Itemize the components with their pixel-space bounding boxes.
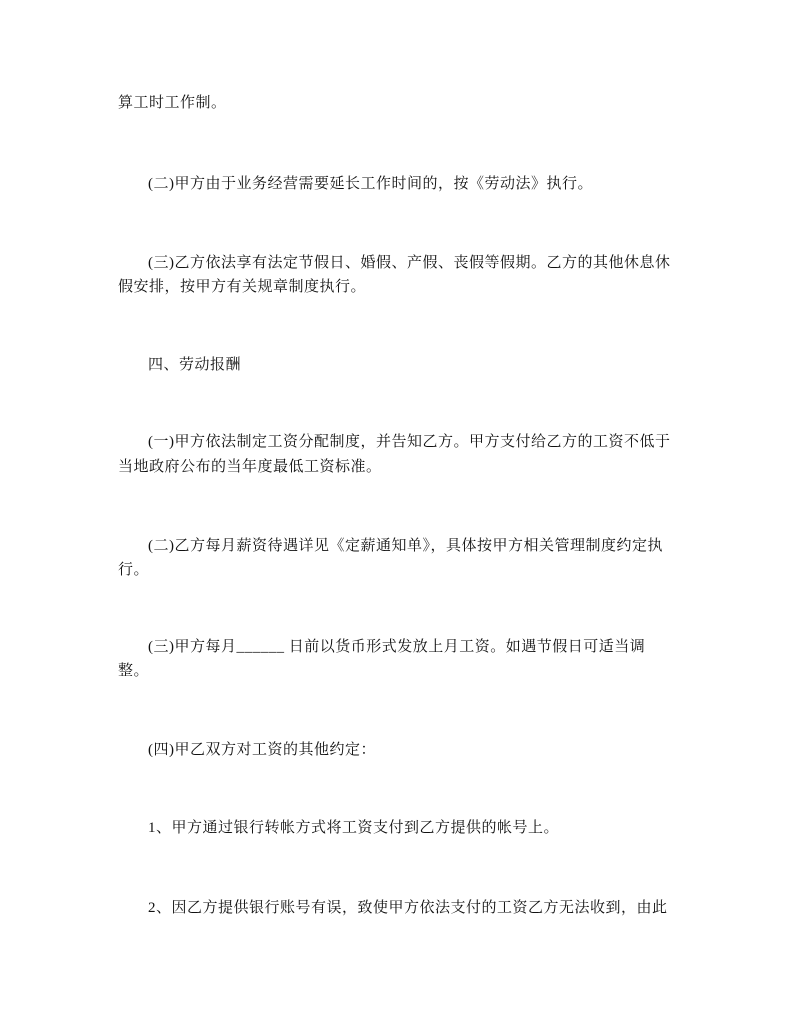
paragraph-line: 算工时工作制。	[118, 95, 227, 111]
paragraph-line: (三)甲方每月______ 日前以货币形式发放上月工资。如遇节假日可适当调	[148, 639, 646, 655]
paragraph-line: 行。	[118, 562, 150, 578]
paragraph-line: (二)乙方每月薪资待遇详见《定薪通知单》，具体按甲方相关管理制度约定执	[148, 538, 663, 554]
paragraph-line: 整。	[118, 663, 150, 679]
paragraph-line: (三)乙方依法享有法定节假日、婚假、产假、丧假等假期。乙方的其他休息休	[148, 255, 671, 271]
list-item: 2、因乙方提供银行账号有误，致使甲方依法支付的工资乙方无法收到，由此	[148, 900, 668, 916]
paragraph-line: (四)甲乙双方对工资的其他约定：	[148, 742, 376, 758]
paragraph-line: 当地政府公布的当年度最低工资标准。	[118, 459, 382, 475]
paragraph-line: (二)甲方由于业务经营需要延长工作时间的，按《劳动法》执行。	[148, 176, 593, 192]
section-heading: 四、劳动报酬	[148, 357, 242, 373]
paragraph-line: (一)甲方依法制定工资分配制度，并告知乙方。甲方支付给乙方的工资不低于	[148, 434, 671, 450]
list-item: 1、甲方通过银行转帐方式将工资支付到乙方提供的帐号上。	[148, 820, 560, 836]
paragraph-line: 假安排，按甲方有关规章制度执行。	[118, 279, 367, 295]
